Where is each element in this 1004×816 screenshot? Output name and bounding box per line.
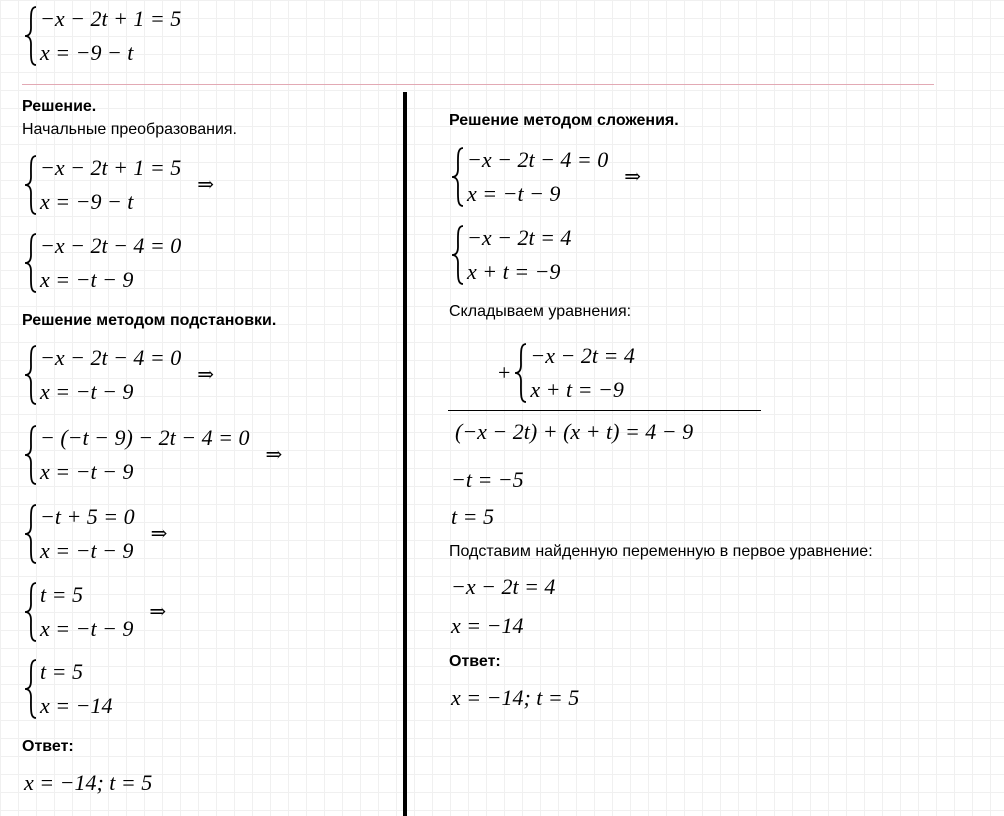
- fold-label: Складываем уравнения:: [449, 303, 632, 320]
- brace-icon: [24, 233, 38, 293]
- equation-line: x = −9 − t: [40, 40, 134, 65]
- answer-title-right: Ответ:: [449, 653, 501, 670]
- subst-system-5: [24, 659, 112, 719]
- substitution-title: Решение методом подстановки.: [22, 312, 277, 329]
- implies-icon: ⇒: [150, 523, 168, 545]
- brace-icon: [24, 155, 38, 215]
- brace-icon: [451, 147, 465, 207]
- brace-icon: [24, 659, 38, 719]
- answer-right: x = −14; t = 5: [451, 685, 580, 710]
- init-system-2: [24, 233, 181, 293]
- brace-icon: [24, 582, 38, 642]
- implies-icon: ⇒: [149, 601, 167, 623]
- brace-icon: [24, 425, 38, 485]
- problem-system: [24, 6, 181, 66]
- equation-line: −x − 2t − 4 = 0: [40, 233, 182, 258]
- sum-system: [498, 343, 635, 403]
- column-divider: [403, 92, 407, 816]
- equation-line: x = −9 − t: [40, 189, 134, 214]
- equation-line: x = −t − 9: [467, 181, 561, 206]
- implies-icon: ⇒: [197, 364, 215, 386]
- sum-result: (−x − 2t) + (x + t) = 4 − 9: [455, 419, 694, 444]
- equation-line: x = −t − 9: [40, 379, 134, 404]
- equation-line: −x − 2t − 4 = 0: [467, 147, 609, 172]
- initial-label: Начальные преобразования.: [22, 121, 237, 138]
- equation-line: x = −t − 9: [40, 538, 134, 563]
- subst-system-3: [24, 504, 167, 564]
- equation-t: t = 5: [451, 504, 494, 529]
- brace-icon: [24, 6, 38, 66]
- sum-rule: [448, 410, 761, 411]
- equation-line: x + t = −9: [530, 377, 624, 402]
- solution-title: Решение.: [22, 98, 97, 115]
- equation-t-neg: −t = −5: [451, 467, 524, 492]
- equation-line: −x − 2t − 4 = 0: [40, 345, 182, 370]
- implies-icon: ⇒: [265, 444, 283, 466]
- brace-icon: [451, 225, 465, 285]
- equation-line: −x − 2t + 1 = 5: [40, 6, 182, 31]
- equation-x: x = −14: [451, 613, 524, 638]
- equation-line: x = −t − 9: [40, 616, 134, 641]
- addition-title: Решение методом сложения.: [449, 112, 679, 129]
- equation-line: −x − 2t = 4: [530, 343, 635, 368]
- header-divider: [22, 84, 934, 85]
- init-system-1: [24, 155, 214, 215]
- equation-line: −t + 5 = 0: [40, 504, 135, 529]
- subst-system-4: [24, 582, 166, 642]
- equation-line: t = 5: [40, 659, 83, 684]
- equation-line: x + t = −9: [467, 259, 561, 284]
- equation-line: − (−t − 9) − 2t − 4 = 0: [40, 425, 250, 450]
- add-system-1: [451, 147, 641, 207]
- equation-line: −x − 2t = 4: [467, 225, 572, 250]
- equation-line: −x − 2t + 1 = 5: [40, 155, 182, 180]
- implies-icon: ⇒: [624, 166, 642, 188]
- substitute-label: Подставим найденную переменную в первое уравнение:: [449, 543, 873, 560]
- brace-icon: [514, 343, 528, 403]
- brace-icon: [24, 504, 38, 564]
- subst-system-2: [24, 425, 282, 485]
- answer-title-left: Ответ:: [22, 738, 74, 755]
- equation-first: −x − 2t = 4: [451, 574, 556, 599]
- answer-left: x = −14; t = 5: [24, 770, 153, 795]
- brace-icon: [24, 345, 38, 405]
- equation-line: x = −t − 9: [40, 459, 134, 484]
- equation-line: x = −14: [40, 693, 113, 718]
- equation-line: t = 5: [40, 582, 83, 607]
- equation-line: x = −t − 9: [40, 267, 134, 292]
- add-system-2: [451, 225, 571, 285]
- subst-system-1: [24, 345, 214, 405]
- plus-icon: +: [498, 360, 511, 385]
- implies-icon: ⇒: [197, 174, 215, 196]
